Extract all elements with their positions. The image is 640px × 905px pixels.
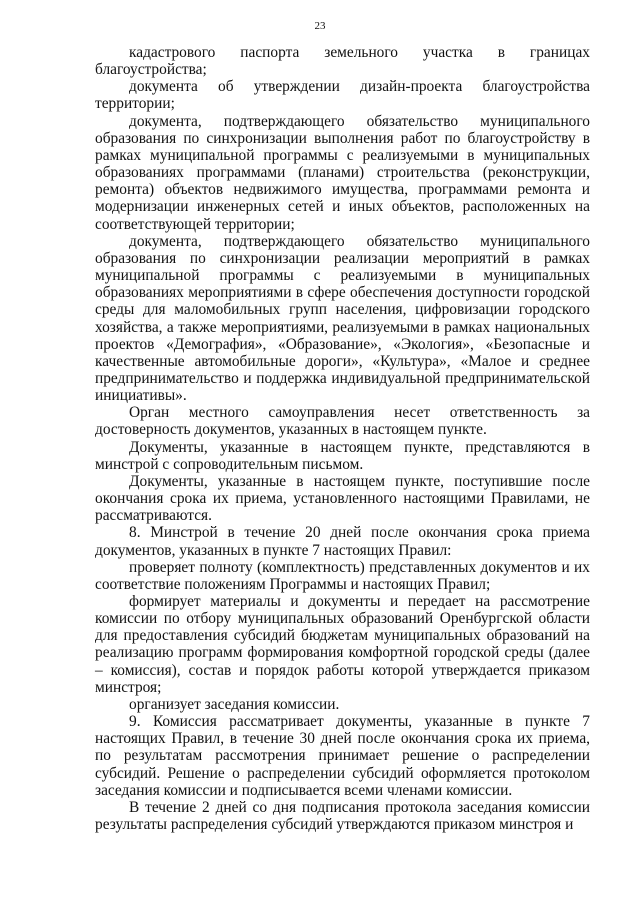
paragraph-clause-8: 8. Минстрой в течение 20 дней после окончания срока приема документов, указанных в пункте 7 настоящих Правил:: [95, 524, 590, 559]
paragraph-measures-synchronization: документа, подтверждающего обязательство муниципального образования по синхронизации реализации мероприятий в рамках муниципальной программы с реализуемыми в муниципальных образованиях мероприятиями в сфере обеспечения доступности городской среды для маломобильных групп населения, цифровизации городского хозяйства, а также мероприятиями, реализуемыми в рамках национальных проектов «Демография», «Образование», «Экология», «Безопасные и качественные автомобильные дороги», «Культура», «Малое и среднее предпринимательство и поддержка индивидуальной предпринимательской инициативы».: [95, 232, 590, 405]
page-number: 23: [314, 20, 326, 32]
paragraph-works-synchronization: документа, подтверждающего обязательство муниципального образования по синхронизации выполнения работ по благоустройству в рамках муниципальной программы с реализуемыми в муниципальных образованиях программами (планами) строительства (реконструкции, ремонта) объектов недвижимого имущества, программами ремонта и модернизации инженерных сетей и иных объектов, расположенных на соответствующей территории;: [95, 112, 590, 233]
paragraph-late-documents: Документы, указанные в настоящем пункте, поступившие после окончания срока их приема, установленного настоящими Правилами, не рассматриваются.: [95, 472, 590, 525]
paragraph-results-approval: В течение 2 дней со дня подписания протокола заседания комиссии результаты распределения субсидий утверждаются приказом минстроя и: [95, 798, 590, 834]
paragraph-responsibility: Орган местного самоуправления несет ответственность за достоверность документов, указанных в настоящем пункте.: [95, 404, 590, 439]
paragraph-commission-meetings: организует заседания комиссии.: [129, 695, 340, 713]
paragraph-clause-9: 9. Комиссия рассматривает документы, указанные в пункте 7 настоящих Правил, в течение 30 дней после окончания срока их приема, по результатам рассмотрения принимает решение о распределении субсидий. Решение о распределении субсидий оформляется протоколом заседания комиссии и подписывается всеми членами комиссии.: [95, 713, 590, 799]
paragraph-cadastral-passport: кадастрового паспорта земельного участка в границах благоустройства;: [95, 44, 590, 79]
paragraph-design-project-approval: документа об утверждении дизайн-проекта благоустройства территории;: [95, 78, 590, 113]
document-body: [95, 44, 590, 833]
paragraph-cover-letter: Документы, указанные в настоящем пункте, представляются в минстрой с сопроводительным письмом.: [95, 438, 590, 473]
paragraph-commission-materials: формирует материалы и документы и передает на рассмотрение комиссии по отбору муниципальных образований Оренбургской области для предоставления субсидий бюджетам муниципальных образований на реализацию программ формирования комфортной городской среды (далее – комиссия), состав и порядок работы которой утверждается приказом минстроя;: [95, 593, 590, 696]
paragraph-completeness-check: проверяет полноту (комплектность) представленных документов и их соответствие положениям Программы и настоящих Правил;: [95, 558, 590, 593]
